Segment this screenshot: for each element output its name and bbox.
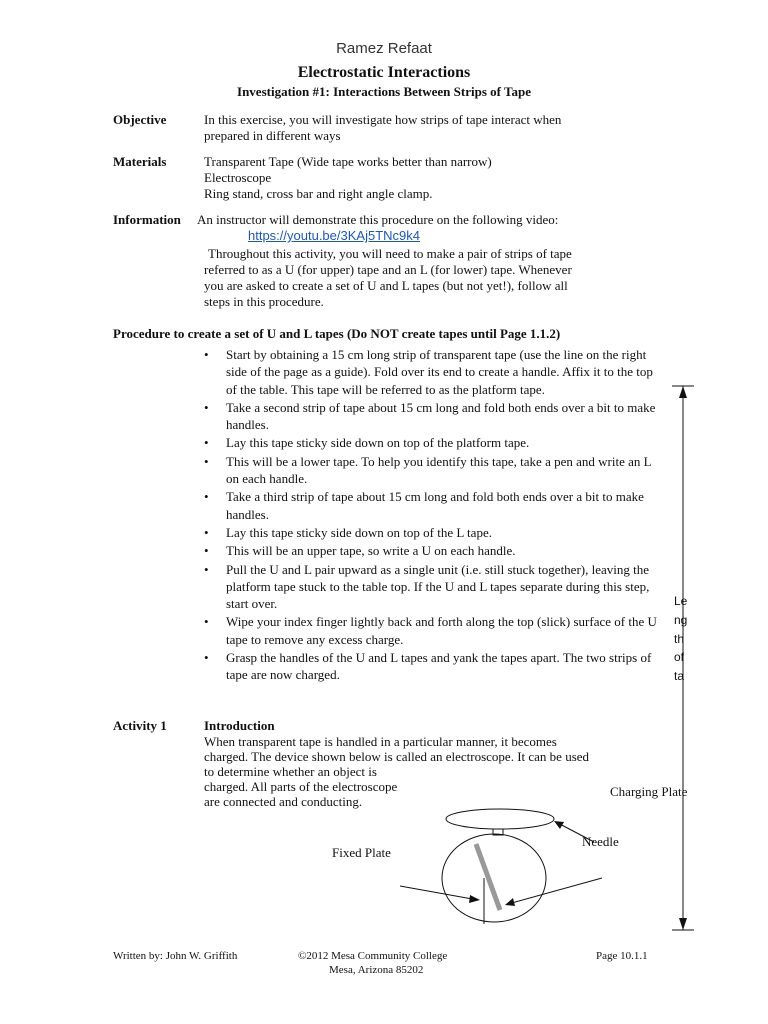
- footer-copyright: ©2012 Mesa Community College: [298, 950, 448, 962]
- procedure-step: • Wipe your index finger lightly back and forth along the top (slick) surface of the U tape to remove any excess charge.: [202, 613, 658, 648]
- fixed-plate-label: Fixed Plate: [332, 845, 391, 860]
- document-subtitle: Investigation #1: Interactions Between Strips of Tape: [237, 84, 531, 99]
- footer-author: Written by: John W. Griffith: [113, 950, 238, 962]
- information-intro: An instructor will demonstrate this procedure on the following video:: [197, 212, 559, 227]
- needle-label: Needle: [582, 834, 619, 849]
- materials-item: Ring stand, cross bar and right angle clamp.: [204, 186, 433, 201]
- document-title: Electrostatic Interactions: [297, 64, 471, 81]
- information-body: Throughout this activity, you will need to make a pair of strips of tape referred to as a U (for upper) tape and an L (for lower) tape. Whenever you are asked to create a set of U and L tapes (but not yet!), follow all steps in this procedure.: [204, 246, 572, 309]
- charging-plate-shape: [446, 809, 554, 829]
- procedure-heading: Procedure to create a set of U and L tapes (Do NOT create tapes until Page 1.1.2): [113, 326, 561, 341]
- video-link[interactable]: https://youtu.be/3KAj5TNc9k4: [248, 228, 420, 243]
- activity-text: When transparent tape is handled in a particular manner, it becomes charged. The device shown below is called an electroscope. It can be used to determine whether an object is charged. All parts of the electroscope are connected and conducting.: [204, 734, 590, 809]
- electroscope-diagram: [390, 800, 620, 940]
- procedure-step: • Lay this tape sticky side down on top of the platform tape.: [202, 434, 658, 451]
- length-guide-label: Le ng th of ta: [674, 594, 688, 684]
- materials-item: Transparent Tape (Wide tape works better than narrow): [204, 154, 492, 169]
- objective-label: Objective: [113, 112, 167, 127]
- materials-label: Materials: [113, 154, 167, 169]
- activity-label: Activity 1: [113, 718, 167, 733]
- procedure-step: • Grasp the handles of the U and L tapes and yank the tapes apart. The two strips of tape are now charged.: [202, 649, 658, 684]
- footer-address: Mesa, Arizona 85202: [329, 964, 424, 976]
- procedure-steps: [202, 346, 658, 685]
- procedure-step: • Start by obtaining a 15 cm long strip of transparent tape (use the line on the right side of the page as a guide). Fold over its end to create a handle. Affix it to the top of the table. This tape will be referred to as the platform tape.: [202, 346, 658, 398]
- procedure-step: • Take a second strip of tape about 15 cm long and fold both ends over a bit to make handles.: [202, 399, 658, 434]
- procedure-step: • Pull the U and L pair upward as a single unit (i.e. still stuck together), leaving the platform tape stuck to the table top. If the U and L tapes separate during this step, start over.: [202, 561, 658, 613]
- document-author: Ramez Refaat: [336, 40, 432, 57]
- charging-plate-label: Charging Plate: [610, 784, 688, 799]
- information-label: Information: [113, 212, 181, 227]
- objective-text: In this exercise, you will investigate how strips of tape interact when prepared in different ways: [204, 112, 562, 143]
- electroscope-body: [442, 834, 546, 922]
- materials-list: [204, 154, 664, 202]
- materials-item: Electroscope: [204, 170, 272, 185]
- activity-heading: Introduction: [204, 718, 275, 733]
- footer-page-number: Page 10.1.1: [596, 950, 648, 962]
- procedure-step: • Take a third strip of tape about 15 cm long and fold both ends over a bit to make handles.: [202, 488, 658, 523]
- procedure-step: • This will be a lower tape. To help you identify this tape, take a pen and write an L on each handle.: [202, 453, 658, 488]
- procedure-step: • Lay this tape sticky side down on top of the L tape.: [202, 524, 658, 541]
- procedure-step: • This will be an upper tape, so write a U on each handle.: [202, 542, 658, 559]
